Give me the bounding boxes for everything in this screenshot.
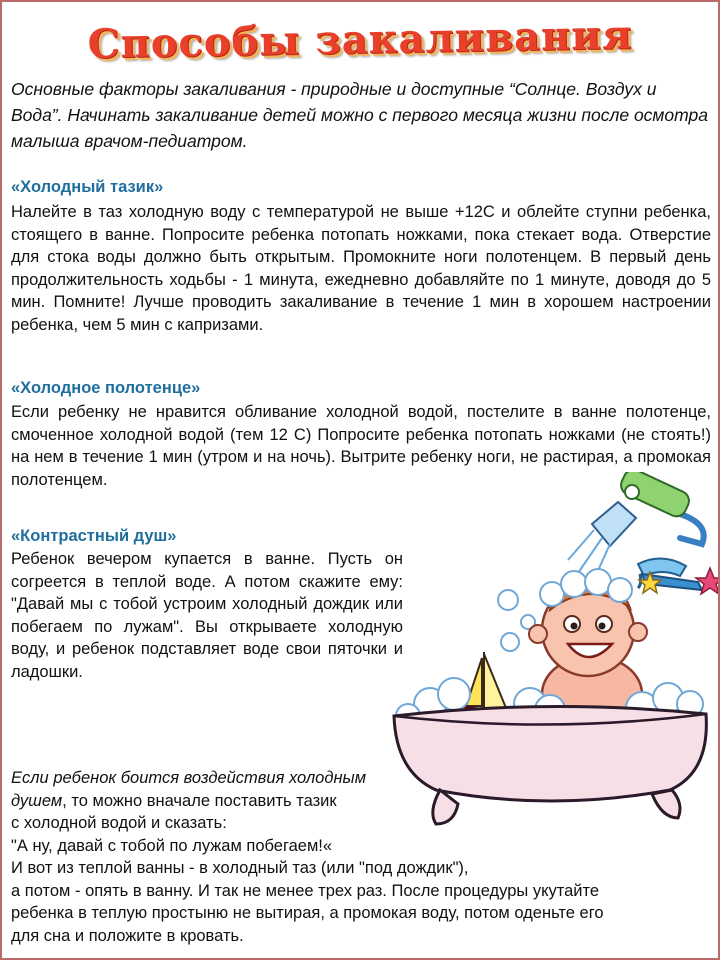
section-heading-cold-towel: «Холодное полотенце» <box>11 379 201 397</box>
faucet-icon <box>638 558 720 594</box>
section-text-cold-towel: Если ребенку не нравится обливание холодной водой, постелите в ванне полотенце, смоченное холодной водой (тем 12 С) Попросите ребенка потопать ножками (не стоять!) на нем в течение 1 мин (утром и на ночь). Вытрите ребенку ноги, не растирая, а промокая полотенцем. <box>11 403 711 489</box>
closing-line: с холодной водой и сказать: <box>11 814 227 832</box>
closing-line: "А ну, давай с тобой по лужам побегаем!« <box>11 836 333 855</box>
closing-line: И вот из теплой ванны - в холодный таз (или "под дождик"), <box>11 859 469 877</box>
closing-line: для сна и положите в кровать. <box>11 926 244 945</box>
bath-child-illustration <box>380 472 720 842</box>
closing-line: ребенка в теплую простыню не вытирая, а промокая воду, потом оденьте его <box>11 904 604 922</box>
closing-line-2-rest: , то можно вначале поставить тазик <box>62 791 337 810</box>
section-heading-cold-basin: «Холодный тазик» <box>11 178 164 196</box>
closing-line: а потом - опять в ванну. И так не менее трех раз. После процедуры укутайте <box>11 881 600 900</box>
closing-italic-1: Если ребенок боится воздействия холодным <box>11 769 366 787</box>
closing-italic-2: душем <box>11 791 63 810</box>
bathtub-icon <box>394 706 706 824</box>
section-text-contrast-shower: Ребенок вечером купается в ванне. Пусть он согреется в теплой воде. А потом скажите ему: "Давай мы с тобой устроим холодный дождик или побегаем по лужам". Вы открываете холодную воду, и ребенок подставляет воде свои пяточки и ладошки. <box>11 550 403 681</box>
section-text-cold-basin: Налейте в таз холодную воду с температурой не выше +12С и облейте ступни ребенка, стоящего в ванне. Попросите ребенка потопать ножками, пока стекает вода. Отверстие для стока воды должно быть открытым. Промокните ноги полотенцем. В первый день продолжительность ходьбы - 1 минута, ежедневно добавляйте по 1 минуте, доводя до 5 мин. Помните! Лучше проводить закаливание в течение 1 мин в хорошем настроении ребенка, чем 5 мин с капризами. <box>11 203 711 334</box>
page-title: Способы закаливания <box>87 11 633 68</box>
section-heading-contrast-shower: «Контрастный душ» <box>11 527 177 545</box>
intro-text: Основные факторы закаливания - природные и доступные “Солнце. Воздух и Вода”. Начинать закаливание детей можно с первого месяца жизни после осмотра малыша врачом-педиатром. <box>11 79 709 151</box>
